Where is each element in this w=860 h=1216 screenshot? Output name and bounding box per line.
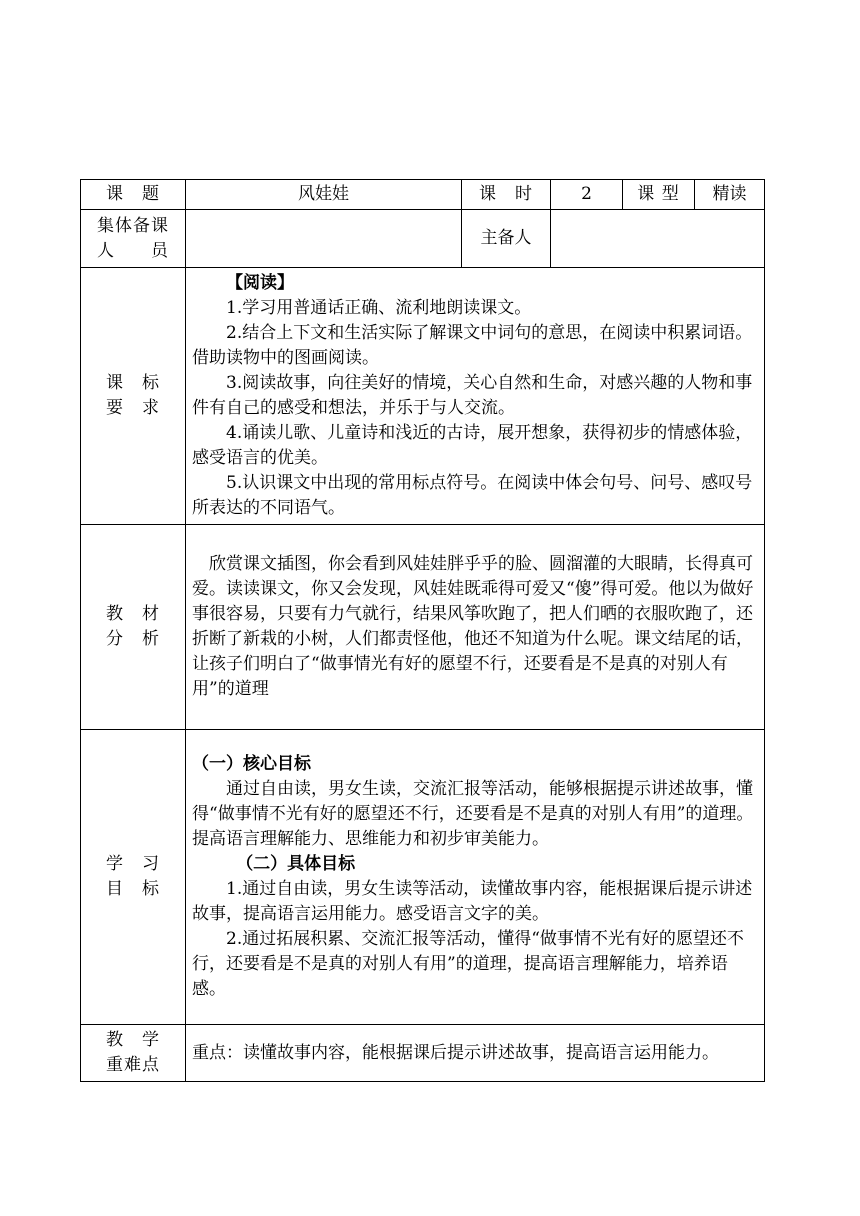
staff-label-line2: 人 员	[97, 240, 169, 261]
hours-label: 课 时	[462, 180, 551, 210]
staff-members-value	[186, 210, 462, 268]
core-objective-text: 通过自由读，男女生读，交流汇报等活动，能够根据提示讲述故事，懂得“做事情不光有好的愿望还不行，还要看是不是真的对别人有用”的道理。提高语言理解能力、思维能力和初步审美能力。	[192, 779, 754, 849]
core-objective-heading: （一）核心目标	[192, 754, 311, 774]
standards-item: 5.认识课文中出现的常用标点符号。在阅读中体会句号、问号、感叹号所表达的不同语气。	[192, 473, 753, 518]
analysis-label-line1: 教 材	[106, 604, 160, 624]
standards-heading: 【阅读】	[226, 273, 294, 293]
lead-value	[551, 210, 765, 268]
type-value: 精读	[695, 180, 765, 210]
analysis-content	[186, 525, 765, 730]
standards-row	[81, 268, 765, 525]
standards-item: 3.阅读故事，向往美好的情境，关心自然和生命，对感兴趣的人物和事件有自己的感受和想法，并乐于与人交流。	[192, 373, 753, 418]
staff-label	[81, 210, 186, 268]
analysis-text: 欣赏课文插图，你会看到风娃娃胖乎乎的脸、圆溜灌的大眼睛，长得真可爱。读读课文，你又会发现，风娃娃既乖得可爱又“傻”得可爱。他以为做好事很容易，只要有力气就行，结果风筝吹跑了，把人们晒的衣服吹跑了，还折断了新栽的小树，人们都责怪他，他还不知道为什么呢。课文结尾的话，让孩子们明白了“做事情光有好的愿望不行，还要看是不是真的对别人有用”的道理	[192, 554, 754, 699]
standards-item: 2.结合上下文和生活实际了解课文中词句的意思，在阅读中积累词语。借助读物中的图画阅读。	[192, 323, 753, 368]
analysis-label-line2: 分 析	[106, 629, 160, 649]
objectives-label-line1: 学 习	[106, 854, 160, 874]
key-points-text: 重点：读懂故事内容，能根据课后提示讲述故事，提高语言运用能力。	[192, 1042, 719, 1063]
topic-label: 课 题	[81, 180, 186, 210]
objectives-label	[81, 730, 186, 1025]
key-points-label-line1: 教 学	[106, 1030, 160, 1050]
key-points-label	[81, 1025, 186, 1082]
specific-objective-item: 1.通过自由读，男女生读等活动，读懂故事内容，能根据课后提示讲述故事，提高语言运用能力。感受语言文字的美。	[192, 879, 753, 924]
specific-objective-item: 2.通过拓展积累、交流汇报等活动，懂得“做事情不光有好的愿望还不行，还要看是不是真的对别人有用”的道理，提高语言理解能力，培养语感。	[192, 929, 744, 999]
objectives-row	[81, 730, 765, 1025]
key-points-label-line2: 重难点	[106, 1055, 160, 1075]
header-row	[81, 180, 765, 210]
specific-objective-heading: （二）具体目标	[236, 854, 356, 874]
topic-value: 风娃娃	[186, 180, 462, 210]
objectives-content	[186, 730, 765, 1025]
lead-label: 主备人	[462, 210, 551, 268]
lesson-plan-table	[80, 179, 765, 1082]
standards-content	[186, 268, 765, 525]
key-points-content	[186, 1025, 765, 1082]
type-label: 课 型	[623, 180, 695, 210]
standards-item: 1.学习用普通话正确、流利地朗读课文。	[226, 298, 532, 318]
standards-label-line1: 课 标	[106, 373, 160, 393]
staff-label-line1: 集体备课	[97, 215, 169, 236]
hours-value: 2	[551, 180, 623, 210]
analysis-row	[81, 525, 765, 730]
objectives-label-line2: 目 标	[106, 879, 160, 899]
standards-label	[81, 268, 186, 525]
staff-row	[81, 210, 765, 268]
analysis-label	[81, 525, 186, 730]
key-points-row	[81, 1025, 765, 1082]
standards-label-line2: 要 求	[106, 398, 160, 418]
standards-item: 4.诵读儿歌、儿童诗和浅近的古诗，展开想象，获得初步的情感体验，感受语言的优美。	[192, 423, 753, 468]
